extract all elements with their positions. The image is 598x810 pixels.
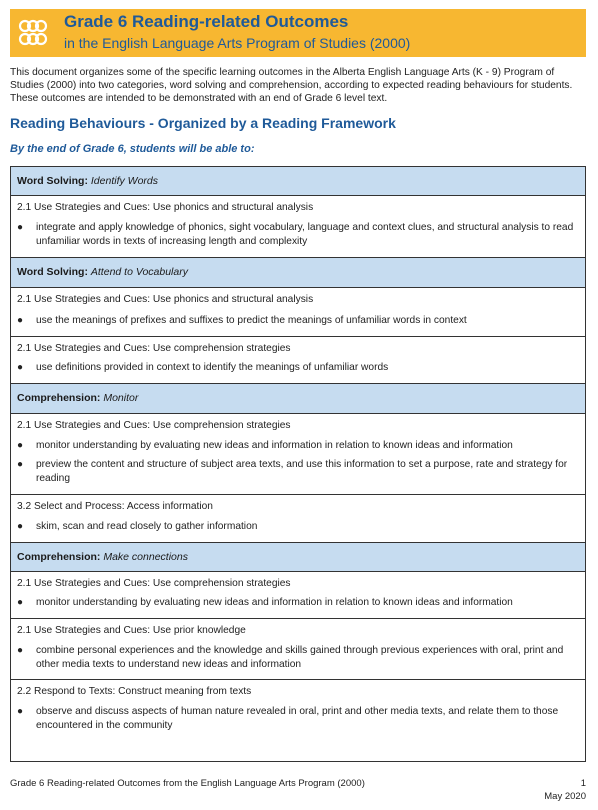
outcome-heading: 2.1 Use Strategies and Cues: Use prior knowledge [17, 625, 246, 636]
category-header-attend-to-vocabulary [11, 258, 585, 288]
section-title: Reading Behaviours - Organized by a Reading Framework [10, 115, 396, 131]
category-label: Comprehension: [17, 551, 101, 563]
outcome-heading: 2.1 Use Strategies and Cues: Use comprehension strategies [17, 420, 291, 431]
page-title: Grade 6 Reading-related Outcomes [64, 12, 349, 31]
category-focus: Attend to Vocabulary [90, 266, 188, 278]
outcome-heading: 2.1 Use Strategies and Cues: Use phonics and structural analysis [17, 202, 314, 213]
outcome-bullet-text: monitor understanding by evaluating new ideas and information in relation to known ideas and information [36, 597, 513, 608]
outcome-bullet-text: preview the content and structure of subject area texts, and use this information to set a purpose, rate and strategy for reading [36, 459, 568, 484]
category-focus: Identify Words [90, 175, 158, 187]
outcome-bullet: ● preview the content and structure of subject area texts, and use this information to set a purpose, rate and strategy for reading [17, 458, 577, 486]
outcome-block [11, 680, 585, 761]
reading-framework-table [10, 166, 586, 762]
outcome-bullet-text: use the meanings of prefixes and suffixes to predict the meanings of unfamiliar words in context [36, 315, 467, 326]
outcome-bullet: ● observe and discuss aspects of human nature revealed in oral, print and other media texts, and relate them to those encountered in the community [17, 705, 577, 733]
outcome-block [11, 619, 585, 680]
category-header-monitor [11, 384, 585, 414]
outcome-bullet: ● use definitions provided in context to identify the meanings of unfamiliar words [17, 361, 577, 375]
section-subtitle: By the end of Grade 6, students will be able to: [10, 143, 255, 155]
outcome-block [11, 196, 585, 258]
outcome-heading: 2.1 Use Strategies and Cues: Use comprehension strategies [17, 343, 291, 354]
category-label: Word Solving: [17, 266, 88, 278]
outcome-bullet-text: skim, scan and read closely to gather information [36, 521, 258, 532]
footer-page-number: 1 [580, 778, 586, 789]
intro-paragraph: This document organizes some of the specific learning outcomes in the Alberta English Language Arts (K - 9) Program of Studies (2000) into two categories, word solving and comprehension, according to expected reading behaviours for students. These outcomes are intended to be demonstrated with an end of Grade 6 level text. [10, 67, 573, 104]
outcome-bullet-text: monitor understanding by evaluating new ideas and information in relation to known ideas and information [36, 440, 513, 451]
page-subtitle: in the English Language Arts Program of Studies (2000) [64, 35, 411, 51]
outcome-block [11, 337, 585, 384]
category-header-make-connections [11, 543, 585, 572]
category-label: Comprehension: [17, 392, 101, 404]
outcome-heading: 2.1 Use Strategies and Cues: Use comprehension strategies [17, 578, 291, 589]
outcome-bullet-text: combine personal experiences and the knowledge and skills gained through previous experiences with oral, print and other media texts to understand new ideas and information [36, 645, 564, 670]
outcome-heading: 2.1 Use Strategies and Cues: Use phonics and structural analysis [17, 294, 314, 305]
outcome-bullet: ● integrate and apply knowledge of phonics, sight vocabulary, language and context clues, and structural analysis to read unfamiliar words in texts of increasing length and complexity [17, 221, 577, 249]
outcome-block [11, 495, 585, 543]
footer-document-title: Grade 6 Reading-related Outcomes from the English Language Arts Program (2000) [10, 778, 365, 789]
outcome-bullet: ● skim, scan and read closely to gather information [17, 520, 577, 534]
outcome-block [11, 288, 585, 337]
outcome-bullet: ● monitor understanding by evaluating new ideas and information in relation to known ideas and information [17, 596, 577, 610]
outcome-bullet: ● combine personal experiences and the knowledge and skills gained through previous experiences with oral, print and other media texts to understand new ideas and information [17, 644, 577, 672]
outcome-bullet: ● monitor understanding by evaluating new ideas and information in relation to known ideas and information [17, 439, 577, 453]
category-focus: Make connections [103, 551, 188, 563]
outcome-bullet: ● use the meanings of prefixes and suffixes to predict the meanings of unfamiliar words in context [17, 314, 577, 328]
outcome-block [11, 572, 585, 619]
footer-date: May 2020 [544, 791, 586, 802]
category-focus: Monitor [103, 392, 139, 404]
outcome-bullet-text: observe and discuss aspects of human nature revealed in oral, print and other media texts, and relate them to those encountered in the community [36, 706, 559, 731]
linked-rings-logo-icon [17, 19, 49, 47]
title-banner [10, 9, 586, 57]
outcome-heading: 2.2 Respond to Texts: Construct meaning from texts [17, 686, 252, 697]
outcome-bullet-text: use definitions provided in context to identify the meanings of unfamiliar words [36, 362, 389, 373]
category-label: Word Solving: [17, 175, 88, 187]
outcome-heading: 3.2 Select and Process: Access information [17, 501, 213, 512]
outcome-bullet-text: integrate and apply knowledge of phonics, sight vocabulary, language and context clues, and structural analysis to read unfamiliar words in texts of increasing length and complexity [36, 222, 574, 247]
outcome-block [11, 414, 585, 495]
category-header-identify-words [11, 167, 585, 196]
